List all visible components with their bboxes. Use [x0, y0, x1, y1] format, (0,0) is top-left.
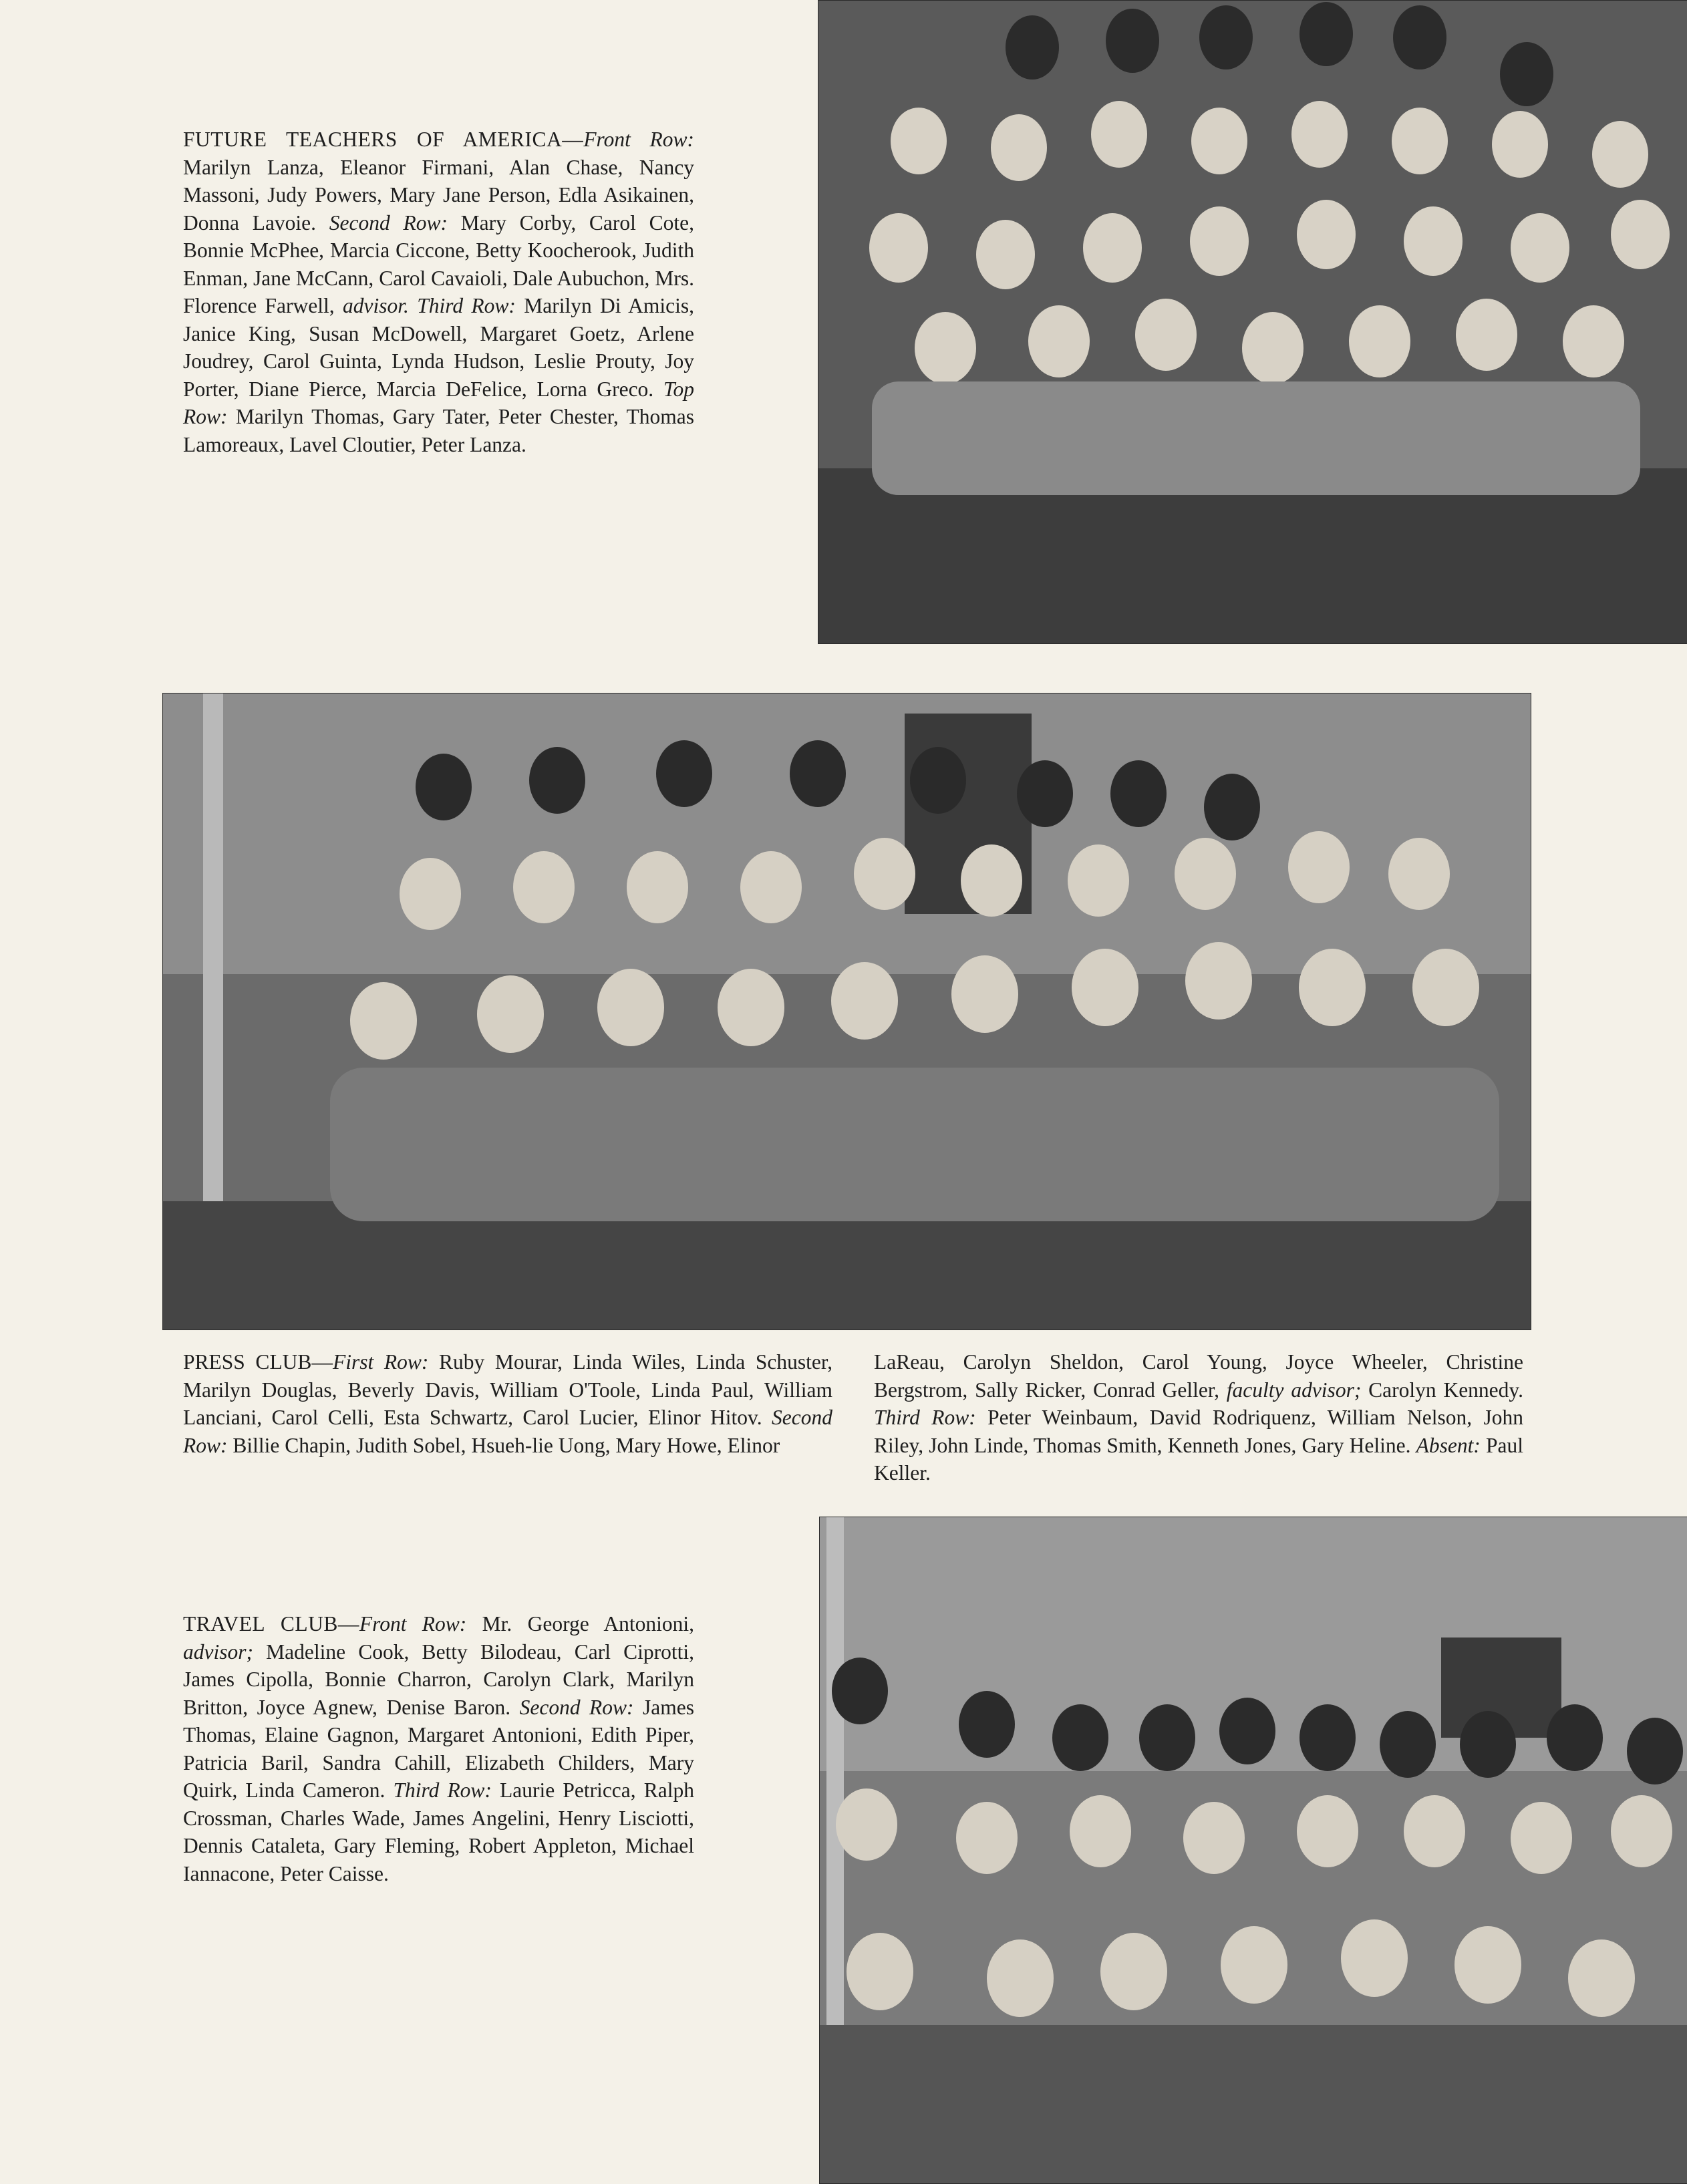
caption-travel-club-segment: Madeline Cook, Betty Bilodeau, Carl Ciprotti, James Cipolla, Bonnie Charron, Carolyn Clark, Marilyn Britton, Joyce Agnew, Denise Baron.: [183, 1640, 694, 1719]
caption-press-club-right: [874, 1348, 1523, 1487]
caption-future-teachers-segment: Mary Corby, Carol Cote, Bonnie McPhee, Marcia Ciccone, Betty Koocherook, Judith Enman, Jane McCann, Carol Cavaioli, Dale Aubuchon, Mrs. Florence Farwell,: [183, 210, 694, 317]
caption-press-club-left: [183, 1348, 832, 1459]
photo-press-club: [162, 693, 1531, 1330]
caption-travel-club-segment: advisor;: [183, 1640, 253, 1664]
caption-future-teachers-segment: Marilyn Lanza, Eleanor Firmani, Alan Chase, Nancy Massoni, Judy Powers, Mary Jane Person, Edla Asikainen, Donna Lavoie.: [183, 155, 694, 235]
photo-future-teachers: [818, 0, 1687, 644]
caption-travel-club-body: [183, 1612, 694, 1885]
caption-press-club-left-segment: Second Row:: [183, 1406, 832, 1457]
caption-future-teachers: [183, 126, 694, 458]
caption-future-teachers-body: [183, 128, 694, 456]
caption-future-teachers-segment: Marilyn Thomas, Gary Tater, Peter Chester, Thomas Lamoreaux, Lavel Cloutier, Peter Lanza.: [183, 405, 694, 456]
caption-travel-club-segment: Laurie Petricca, Ralph Crossman, Charles Wade, James Angelini, Henry Lisciotti, Dennis Cataleta, Gary Fleming, Robert Appleton, Michael Iannacone, Peter Caisse.: [183, 1778, 694, 1885]
photo-press-club-art: [163, 693, 1531, 1330]
caption-press-club-right-segment: Paul Keller.: [874, 1433, 1523, 1485]
photo-travel-club: [819, 1517, 1687, 2184]
caption-future-teachers-title: FUTURE TEACHERS OF AMERICA—: [183, 128, 584, 151]
caption-future-teachers-segment: Third Row:: [417, 294, 516, 317]
caption-press-club-right-segment: Third Row:: [874, 1406, 976, 1429]
caption-press-club-right-segment: Peter Weinbaum, David Rodriquenz, William Nelson, John Riley, John Linde, Thomas Smith, Kenneth Jones, Gary Heline.: [874, 1406, 1523, 1457]
caption-press-club-left-segment: First Row:: [332, 1350, 429, 1374]
caption-future-teachers-segment: Second Row:: [329, 210, 448, 235]
caption-travel-club: [183, 1610, 694, 1887]
photo-travel-club-art: [820, 1517, 1687, 2183]
photo-future-teachers-art: [818, 1, 1687, 643]
caption-future-teachers-segment: Top Row:: [183, 377, 694, 428]
caption-press-club-body-right: [874, 1350, 1523, 1485]
caption-travel-club-segment: Third Row:: [393, 1778, 492, 1802]
caption-press-club-right-segment: LaReau, Carolyn Sheldon, Carol Young, Joyce Wheeler, Christine Bergstrom, Sally Ricker, Conrad Geller,: [874, 1350, 1523, 1402]
caption-future-teachers-segment: Marilyn Di Amicis, Janice King, Susan McDowell, Margaret Goetz, Arlene Joudrey, Carol Guinta, Lynda Hudson, Leslie Prouty, Joy Porter, Diane Pierce, Marcia DeFelice, Lorna Greco.: [183, 294, 694, 401]
caption-press-club-left-segment: Billie Chapin, Judith Sobel, Hsueh-lie Uong, Mary Howe, Elinor: [227, 1433, 780, 1457]
caption-press-club-left-segment: Ruby Mourar, Linda Wiles, Linda Schuster, Marilyn Douglas, Beverly Davis, William O'Toole, Linda Paul, William Lanciani, Carol Celli, Esta Schwartz, Carol Lucier, Elinor Hitov.: [183, 1350, 832, 1429]
caption-travel-club-segment: James Thomas, Elaine Gagnon, Margaret Antonioni, Edith Piper, Patricia Baril, Sandra Cahill, Elizabeth Childers, Mary Quirk, Linda Cameron.: [183, 1695, 694, 1802]
caption-travel-club-title: TRAVEL CLUB—: [183, 1612, 359, 1635]
caption-future-teachers-segment: advisor.: [342, 294, 409, 317]
caption-future-teachers-segment: Front Row:: [583, 128, 694, 151]
caption-future-teachers-segment: [409, 294, 417, 317]
caption-press-club-title: PRESS CLUB—: [183, 1350, 333, 1374]
caption-travel-club-segment: Second Row:: [519, 1695, 634, 1719]
caption-press-club-right-segment: Absent:: [1416, 1433, 1481, 1457]
caption-press-club-right-segment: Carolyn Kennedy.: [1361, 1378, 1523, 1402]
caption-press-club-right-segment: faculty advisor;: [1226, 1378, 1362, 1402]
caption-travel-club-segment: Mr. George Antonioni,: [466, 1612, 694, 1635]
caption-travel-club-segment: Front Row:: [359, 1612, 467, 1635]
